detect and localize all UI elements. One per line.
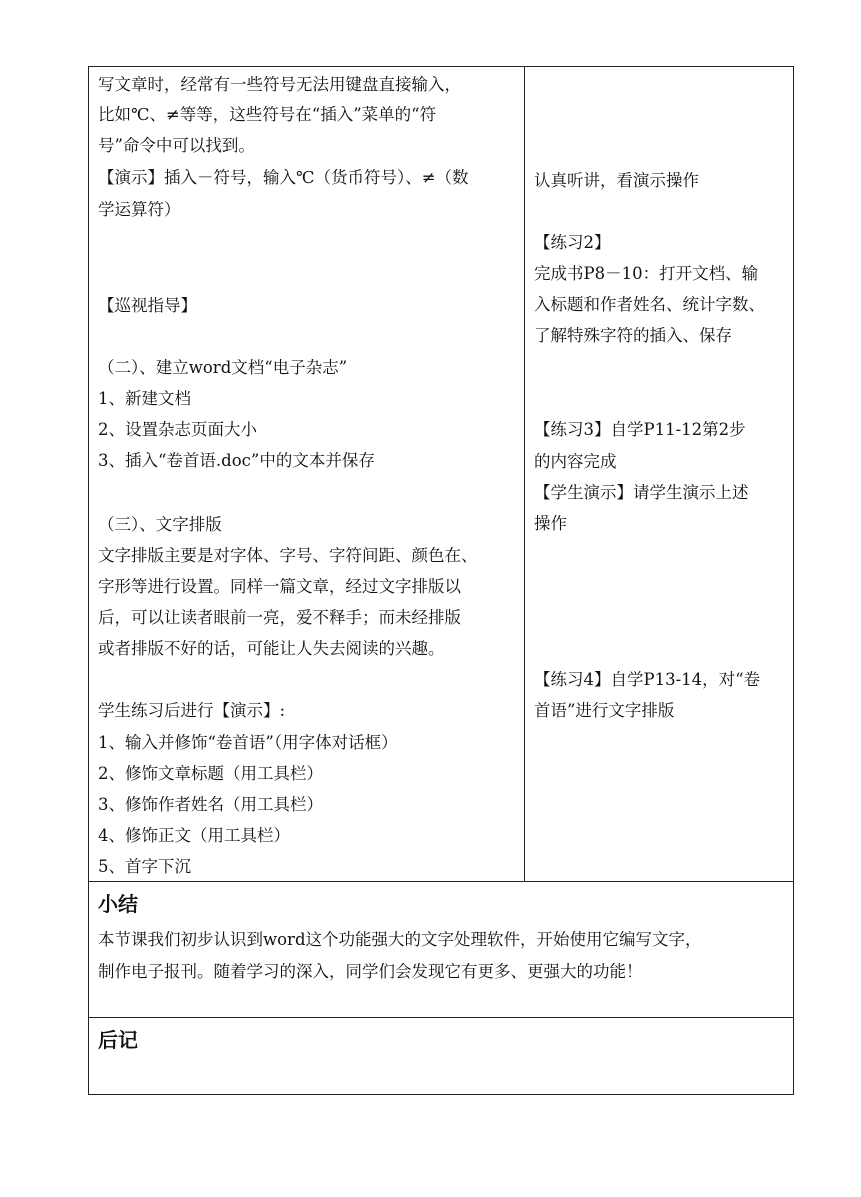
student-activity-cell <box>525 67 793 881</box>
left-line: （三）、文字排版 <box>98 515 222 534</box>
teacher-activity-cell <box>89 67 525 881</box>
notes-heading: 后记 <box>98 1028 138 1052</box>
right-line: 完成书P8－10：打开文档、输 <box>534 264 759 283</box>
summary-line: 制作电子报刊。随着学习的深入，同学们会发现它有更多、更强大的功能！ <box>98 962 643 981</box>
right-line: 操作 <box>534 514 567 533</box>
right-line: 【练习2】 <box>534 233 611 252</box>
summary-cell <box>89 882 793 1018</box>
right-line: 的内容完成 <box>534 452 617 471</box>
lesson-table <box>88 66 794 1095</box>
left-line: 3、插入“卷首语.doc”中的文本并保存 <box>98 451 375 470</box>
right-line: 【学生演示】请学生演示上述 <box>534 483 749 502</box>
notes-cell <box>89 1018 793 1094</box>
right-line: 认真听讲，看演示操作 <box>534 171 699 190</box>
left-line: 或者排版不好的话，可能让人失去阅读的兴趣。 <box>98 639 445 658</box>
left-line: 【巡视指导】 <box>98 296 197 315</box>
left-line: 2、设置杂志页面大小 <box>98 420 257 439</box>
left-line: 【演示】插入－符号，输入℃（货币符号）、≠（数 <box>98 168 469 187</box>
right-line: 【练习3】自学P11-12第2步 <box>534 420 746 439</box>
left-line: 比如℃、≠等等，这些符号在“插入”菜单的“符 <box>98 105 437 124</box>
summary-heading: 小结 <box>98 892 138 916</box>
left-line: 2、修饰文章标题（用工具栏） <box>98 764 323 783</box>
right-line: 入标题和作者姓名、统计字数、 <box>534 295 765 314</box>
left-line: 后，可以让读者眼前一亮，爱不释手；而未经排版 <box>98 608 461 627</box>
left-line: （二）、建立word文档“电子杂志” <box>98 358 348 377</box>
left-line: 1、新建文档 <box>98 389 191 408</box>
left-line: 学运算符） <box>98 200 181 219</box>
left-line: 写文章时，经常有一些符号无法用键盘直接输入， <box>98 75 461 94</box>
right-line: 【练习4】自学P13-14，对“卷 <box>534 670 761 689</box>
left-line: 号”命令中可以找到。 <box>98 136 255 155</box>
left-line: 学生练习后进行【演示】: <box>98 701 286 720</box>
right-line: 首语”进行文字排版 <box>534 701 675 720</box>
left-line: 3、修饰作者姓名（用工具栏） <box>98 795 323 814</box>
left-line: 1、输入并修饰“卷首语”（用字体对话框） <box>98 733 398 752</box>
summary-line: 本节课我们初步认识到word这个功能强大的文字处理软件，开始使用它编写文字， <box>98 930 702 949</box>
activity-row <box>89 67 793 882</box>
left-line: 文字排版主要是对字体、字号、字符间距、颜色在、 <box>98 546 478 565</box>
left-line: 5、首字下沉 <box>98 857 191 876</box>
left-line: 4、修饰正文（用工具栏） <box>98 826 290 845</box>
left-line: 字形等进行设置。同样一篇文章，经过文字排版以 <box>98 577 461 596</box>
right-line: 了解特殊字符的插入、保存 <box>534 326 732 345</box>
